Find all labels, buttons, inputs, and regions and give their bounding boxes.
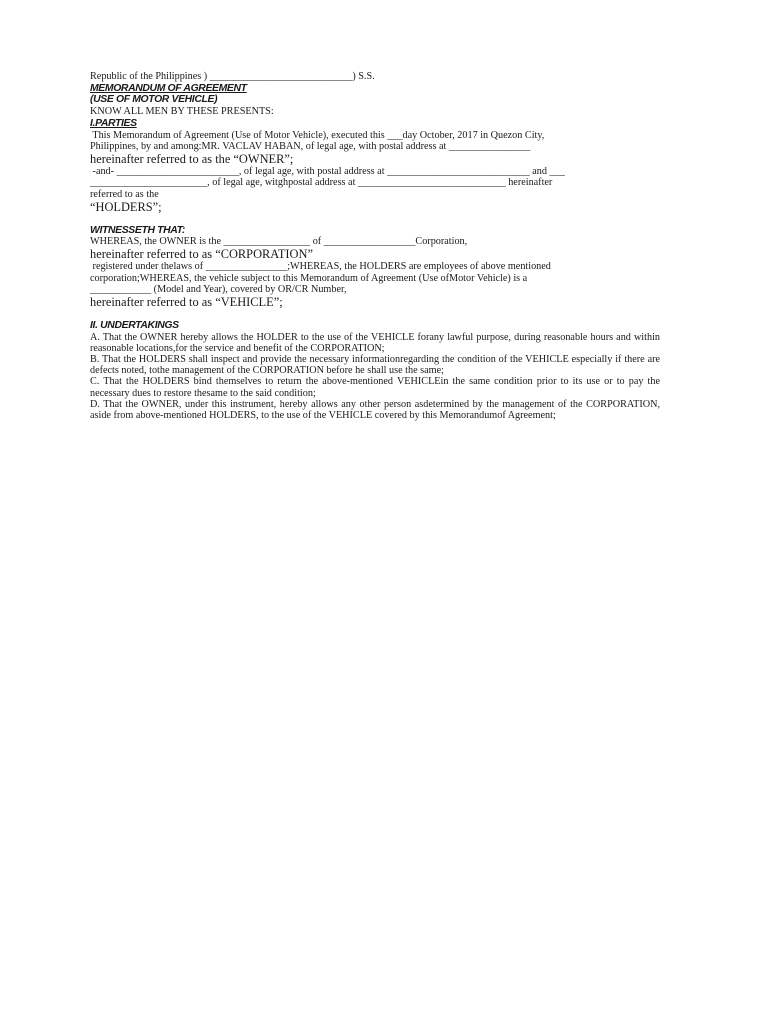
parties-line: “HOLDERS”; (90, 199, 162, 214)
witnesseth-line: ____________ (Model and Year), covered by OR/CR Number, (90, 284, 347, 296)
undertaking-item: C. That the HOLDERS bind themselves to return the above-mentioned VEHICLEin the same condition prior to its use or to pay the necessary dues to restore thesame to the said condition; (90, 376, 660, 399)
witnesseth-line: corporation;WHEREAS, the vehicle subject to this Memorandum of Agreement (Use ofMotor Vehicle) is a (90, 272, 528, 284)
parties-line: -and- ________________________, of legal age, with postal address at ____________________________ and ___ (90, 165, 565, 177)
parties-line: referred to as the (90, 188, 159, 200)
undertaking-item: B. That the HOLDERS shall inspect and provide the necessary informationregarding the condition of the VEHICLE especially if there are defects noted, tothe management of the CORPORATION before he shall use the same; (90, 353, 660, 377)
witnesseth-line: WHEREAS, the OWNER is the _________________ of __________________Corporation, (90, 236, 468, 248)
document-subtitle: (USE OF MOTOR VEHICLE) (90, 94, 218, 106)
parties-line: hereinafter referred to as the “OWNER”; (90, 151, 294, 166)
know-all-line: KNOW ALL MEN BY THESE PRESENTS: (90, 106, 274, 118)
section-gap (90, 309, 660, 320)
document-page (90, 71, 660, 421)
witnesseth-line: registered under thelaws of ________________;WHEREAS, the HOLDERS are employees of above mentioned (90, 260, 551, 272)
republic-line: Republic of the Philippines ) ____________________________) S.S. (90, 71, 375, 82)
section-gap (90, 214, 660, 225)
undertaking-item: A. That the OWNER hereby allows the HOLDER to the use of the VEHICLE forany lawful purpose, during reasonable hours and within reasonable locations,for the service and benefit of the CORPORATION; (90, 331, 660, 354)
parties-line: Philippines, by and among:MR. VACLAV HABAN, of legal age, with postal address at ________________ (90, 141, 531, 153)
witnesseth-heading: WITNESSETH THAT: (90, 224, 186, 236)
witnesseth-line: hereinafter referred to as “VEHICLE”; (90, 294, 283, 309)
witnesseth-line: hereinafter referred to as “CORPORATION” (90, 246, 313, 261)
undertakings-heading: II. UNDERTAKINGS (90, 319, 179, 331)
parties-heading: I.PARTIES (90, 117, 137, 129)
document-title: MEMORANDUM OF AGREEMENT (90, 82, 247, 94)
undertaking-item: D. That the OWNER, under this instrument, hereby allows any other person asdetermined by the management of the CORPORATION, aside from above-mentioned HOLDERS, to the use of the VEHICLE covered by this Memorandumof Agreement; (90, 398, 660, 421)
parties-line: This Memorandum of Agreement (Use of Motor Vehicle), executed this ___day October, 2017 in Quezon City, (90, 129, 545, 141)
parties-line: _______________________, of legal age, witghpostal address at _____________________________ hereinafter (90, 177, 553, 189)
